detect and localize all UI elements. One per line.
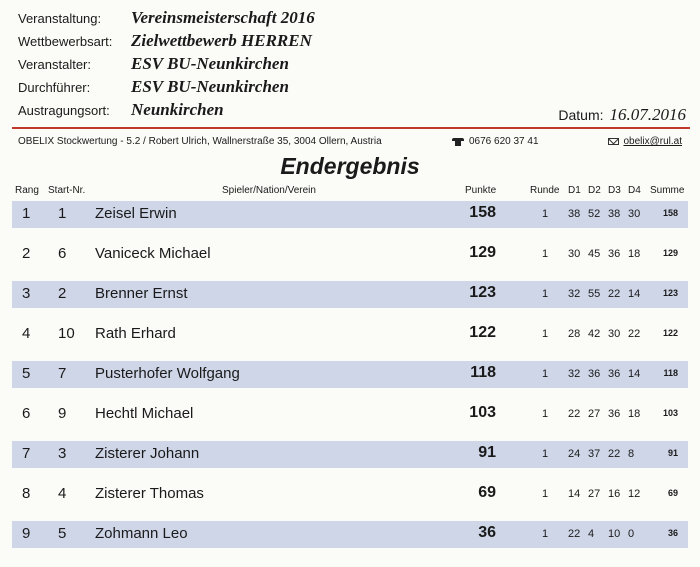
cell-d3: 36	[608, 248, 621, 260]
table-row	[0, 278, 700, 318]
cell-d3: 36	[608, 368, 621, 380]
cell-runde: 1	[542, 328, 549, 340]
cell-punkte: 118	[470, 364, 496, 381]
page-title: Endergebnis	[280, 153, 420, 179]
cell-runde: 1	[542, 528, 549, 540]
cell-runde: 1	[542, 488, 549, 500]
cell-d2: 27	[588, 408, 601, 420]
meta-row-veranstalter	[18, 54, 688, 77]
cell-runde: 1	[542, 448, 549, 460]
cell-summe: 69	[667, 488, 678, 498]
cell-punkte: 123	[469, 284, 496, 301]
table-row	[0, 398, 700, 438]
cell-rang: 9	[22, 525, 31, 542]
table-row	[0, 358, 700, 398]
meta-value: Vereinsmeisterschaft 2016	[131, 8, 315, 27]
cell-summe: 123	[662, 288, 678, 298]
cell-punkte: 103	[469, 404, 496, 421]
cell-start-nr: 5	[58, 525, 67, 542]
cell-d3: 16	[608, 488, 621, 500]
cell-player-name: Zeisel Erwin	[95, 205, 177, 222]
cell-start-nr: 4	[58, 485, 67, 502]
cell-d4: 18	[628, 408, 641, 420]
cell-d1: 22	[568, 528, 581, 540]
cell-d2: 36	[588, 368, 601, 380]
cell-summe: 129	[662, 248, 678, 258]
cell-d1: 32	[568, 288, 581, 300]
cell-punkte: 91	[478, 444, 496, 461]
date-block	[558, 105, 686, 125]
cell-d4: 30	[628, 208, 641, 220]
header-summe: Summe	[650, 185, 685, 196]
cell-rang: 3	[22, 285, 31, 302]
cell-player-name: Hechtl Michael	[95, 405, 194, 422]
meta-label: Wettbewerbsart:	[18, 34, 113, 49]
cell-summe: 36	[667, 528, 678, 538]
table-row	[0, 438, 700, 478]
cell-d1: 32	[568, 368, 581, 380]
cell-start-nr: 10	[58, 325, 75, 342]
cell-d3: 36	[608, 408, 621, 420]
header-d1: D1	[568, 185, 581, 196]
cell-rang: 5	[22, 365, 31, 382]
cell-rang: 8	[22, 485, 31, 502]
cell-runde: 1	[542, 208, 549, 220]
cell-d4: 8	[628, 448, 635, 460]
meta-value: ESV BU-Neunkirchen	[131, 77, 289, 96]
header-d4: D4	[628, 185, 641, 196]
meta-value: Zielwettbewerb HERREN	[131, 31, 312, 50]
cell-player-name: Zisterer Thomas	[95, 485, 204, 502]
cell-player-name: Vaniceck Michael	[95, 245, 211, 262]
cell-summe: 118	[663, 368, 678, 378]
cell-runde: 1	[542, 368, 549, 380]
cell-player-name: Rath Erhard	[95, 325, 176, 342]
table-row	[0, 318, 700, 358]
cell-d1: 24	[568, 448, 581, 460]
cell-d2: 27	[588, 488, 601, 500]
table-row	[0, 198, 700, 238]
cell-d4: 22	[628, 328, 641, 340]
cell-d3: 22	[608, 288, 621, 300]
cell-d4: 0	[628, 528, 635, 540]
cell-summe: 158	[662, 208, 678, 218]
cell-d2: 55	[588, 288, 601, 300]
cell-d1: 38	[568, 208, 581, 220]
phone-number: 0676 620 37 41	[469, 136, 539, 147]
meta-label: Veranstaltung:	[18, 11, 102, 26]
cell-d4: 14	[628, 368, 641, 380]
table-row	[0, 518, 700, 558]
software-credit: OBELIX Stockwertung - 5.2 / Robert Ulrich, Wallnerstraße 35, 3004 Ollern, Austria	[18, 136, 382, 147]
header-rang: Rang	[15, 185, 39, 196]
phone-contact	[452, 136, 592, 147]
cell-d3: 30	[608, 328, 621, 340]
cell-d2: 37	[588, 448, 601, 460]
header-start-nr: Start-Nr.	[48, 185, 86, 196]
cell-rang: 2	[22, 245, 31, 262]
cell-d3: 22	[608, 448, 621, 460]
meta-row-veranstaltung	[18, 8, 688, 31]
cell-start-nr: 6	[58, 245, 67, 262]
meta-row-durchfuehrer	[18, 77, 688, 100]
table-row	[0, 238, 700, 278]
cell-d2: 42	[588, 328, 601, 340]
cell-d4: 12	[628, 488, 641, 500]
cell-punkte: 69	[478, 484, 496, 501]
phone-icon	[452, 138, 464, 146]
cell-d1: 28	[568, 328, 581, 340]
cell-start-nr: 9	[58, 405, 67, 422]
cell-punkte: 158	[469, 204, 496, 221]
cell-d2: 45	[588, 248, 601, 260]
header-spieler: Spieler/Nation/Verein	[222, 185, 316, 196]
meta-value: Neunkirchen	[131, 100, 224, 119]
cell-start-nr: 3	[58, 445, 67, 462]
email-link[interactable]: obelix@rul.at	[623, 136, 682, 147]
cell-player-name: Zohmann Leo	[95, 525, 188, 542]
cell-summe: 91	[667, 448, 678, 458]
cell-player-name: Brenner Ernst	[95, 285, 188, 302]
cell-rang: 4	[22, 325, 31, 342]
cell-start-nr: 7	[58, 365, 67, 382]
results-table	[0, 198, 700, 558]
cell-player-name: Zisterer Johann	[95, 445, 200, 462]
email-contact[interactable]	[592, 136, 682, 147]
divider-rule	[12, 127, 690, 129]
header-d3: D3	[608, 185, 621, 196]
meta-label: Austragungsort:	[18, 103, 110, 118]
cell-runde: 1	[542, 248, 549, 260]
date-value: 16.07.2016	[609, 105, 686, 124]
cell-summe: 122	[662, 328, 678, 338]
header-runde: Runde	[530, 185, 560, 196]
meta-label: Durchführer:	[18, 80, 91, 95]
table-header	[0, 185, 700, 199]
cell-start-nr: 2	[58, 285, 67, 302]
cell-d2: 4	[588, 528, 595, 540]
cell-d3: 10	[608, 528, 621, 540]
cell-d1: 14	[568, 488, 581, 500]
meta-row-wettbewerbsart	[18, 31, 688, 54]
cell-start-nr: 1	[58, 205, 67, 222]
cell-punkte: 122	[469, 324, 496, 341]
table-row	[0, 478, 700, 518]
meta-value: ESV BU-Neunkirchen	[131, 54, 289, 73]
cell-d4: 18	[628, 248, 641, 260]
cell-punkte: 36	[478, 524, 496, 541]
cell-player-name: Pusterhofer Wolfgang	[95, 365, 240, 382]
cell-d3: 38	[608, 208, 621, 220]
cell-punkte: 129	[469, 244, 496, 261]
meta-label: Veranstalter:	[18, 57, 91, 72]
cell-d1: 22	[568, 408, 581, 420]
cell-d2: 52	[588, 208, 601, 220]
envelope-icon	[608, 138, 619, 145]
cell-summe: 103	[662, 408, 678, 418]
cell-d1: 30	[568, 248, 581, 260]
date-label: Datum:	[558, 107, 604, 123]
header-d2: D2	[588, 185, 601, 196]
cell-rang: 7	[22, 445, 31, 462]
cell-runde: 1	[542, 408, 549, 420]
cell-d4: 14	[628, 288, 641, 300]
cell-runde: 1	[542, 288, 549, 300]
cell-rang: 1	[22, 205, 31, 222]
cell-rang: 6	[22, 405, 31, 422]
software-info-line	[18, 136, 682, 147]
header-punkte: Punkte	[465, 185, 497, 196]
